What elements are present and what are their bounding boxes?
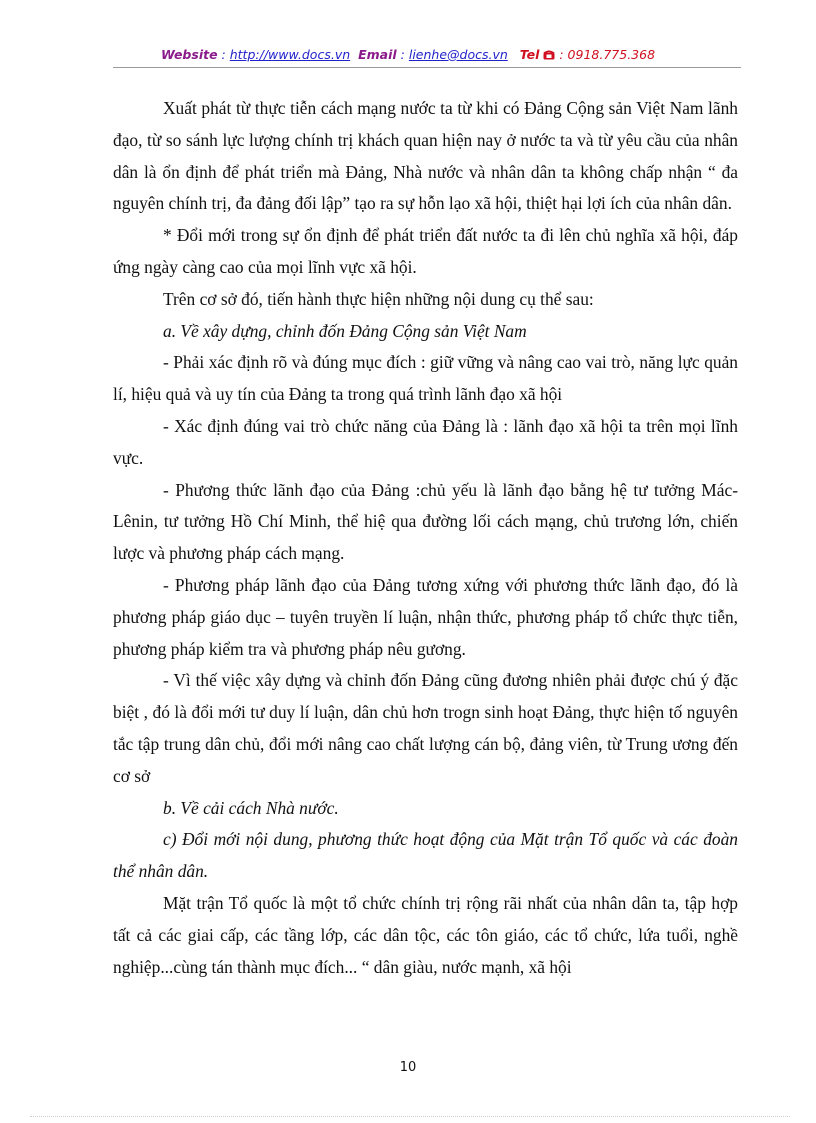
- tel-label: Tel: [519, 47, 540, 62]
- email-label: Email: [358, 47, 397, 62]
- phone-icon: [543, 48, 555, 58]
- email-separator: :: [396, 47, 409, 62]
- phone-number: 0918.775.368: [567, 47, 656, 62]
- section-heading-a: a. Về xây dựng, chỉnh đốn Đảng Cộng sản Việt Nam: [163, 320, 527, 341]
- footer-divider: [30, 1116, 790, 1117]
- paragraph: - Xác định đúng vai trò chức năng của Đảng là : lãnh đạo xã hội ta trên mọi lĩnh vực.: [113, 415, 738, 468]
- email-link[interactable]: lienhe@docs.vn: [408, 47, 508, 62]
- page-header: [0, 47, 816, 62]
- paragraph: - Vì thế việc xây dựng và chỉnh đốn Đảng cũng đương nhiên phải được chú ý đặc biệt , đó là đổi mới tư duy lí luận, dân chủ hơn trogn sinh hoạt Đảng, thực hiện tố nguyên tắc tập trung dân chủ, đổi mới nâng cao chất lượng cán bộ, đảng viên, từ Trung ương đến cơ sở: [113, 670, 738, 786]
- page-number: 10: [399, 1060, 417, 1075]
- paragraph: Xuất phát từ thực tiễn cách mạng nước ta từ khi có Đảng Cộng sản Việt Nam lãnh đạo, từ so sánh lực lượng chính trị khách quan hiện nay ở nước ta và từ yêu cầu của nhân dân là ổn định để phát triển mà Đảng, Nhà nước và nhân dân ta không chấp nhận “ đa nguyên chính trị, đa đảng đối lập” tạo ra sự hỗn lạo xã hội, thiệt hại lợi ích của nhân dân.: [113, 98, 738, 214]
- paragraph: Trên cơ sở đó, tiến hành thực hiện những nội dung cụ thể sau:: [163, 288, 594, 309]
- paragraph: * Đổi mới trong sự ổn định để phát triển đất nước ta đi lên chủ nghĩa xã hội, đáp ứng ngày càng cao của mọi lĩnh vực xã hội.: [113, 225, 738, 277]
- paragraph: - Phương thức lãnh đạo của Đảng :chủ yếu là lãnh đạo bằng hệ tư tưởng Mác-Lênin, tư tưởng Hồ Chí Minh, thể hiệ qua đường lối cách mạng, chủ trương lớn, chiến lược và phương pháp cách mạng.: [113, 479, 738, 564]
- website-separator: :: [217, 47, 230, 62]
- paragraph: - Phương pháp lãnh đạo của Đảng tương xứng với phương thức lãnh đạo, đó là phương pháp giáo dục – tuyên truyền lí luận, nhận thức, phương pháp tổ chức thực tiễn, phương pháp kiểm tra và phương pháp nêu gương.: [113, 574, 738, 659]
- section-heading-c: c) Đổi mới nội dung, phương thức hoạt động của Mặt trận Tổ quốc và các đoàn thể nhân dân.: [113, 829, 738, 882]
- paragraph: - Phải xác định rõ và đúng mục đích : giữ vững và nâng cao vai trò, năng lực quản lí, hiệu quả và uy tín của Đảng ta trong quá trình lãnh đạo xã hội: [113, 352, 738, 405]
- document-body: [113, 93, 738, 983]
- paragraph: Mặt trận Tổ quốc là một tổ chức chính trị rộng rãi nhất của nhân dân ta, tập hợp tất cả các giai cấp, các tầng lớp, các dân tộc, các tôn giáo, các tổ chức, lứa tuổi, nghề nghiệp...cùng tán thành mục đích... “ dân giàu, nước mạnh, xã hội: [113, 892, 738, 977]
- website-link[interactable]: http://www.docs.vn: [229, 47, 351, 62]
- header-divider: [113, 67, 741, 68]
- section-heading-b: b. Về cải cách Nhà nước.: [163, 797, 339, 818]
- phone-separator: :: [555, 47, 568, 62]
- website-label: Website: [160, 47, 218, 62]
